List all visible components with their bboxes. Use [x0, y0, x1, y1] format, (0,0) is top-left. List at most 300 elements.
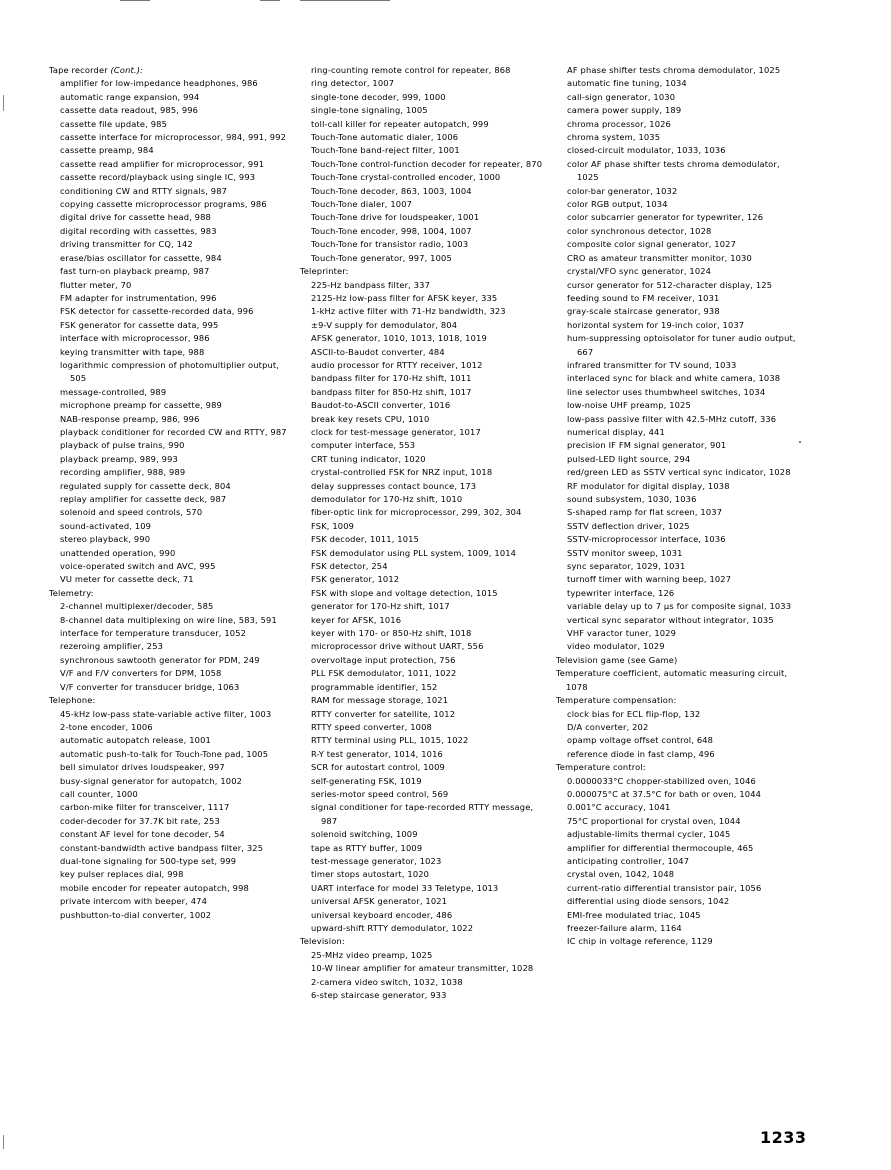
index-entry	[556, 225, 801, 238]
entry-text: overvoltage input protection, 756	[311, 654, 456, 665]
index-entry	[300, 962, 545, 975]
entry-text: 2-channel multiplexer/decoder, 585	[60, 601, 214, 612]
entry-text: self-generating FSK, 1019	[311, 775, 422, 786]
entry-text: clock for test-message generator, 1017	[311, 426, 481, 437]
index-entry	[556, 842, 801, 855]
index-entry	[300, 372, 545, 385]
entry-text: AFSK generator, 1010, 1013, 1018, 1019	[311, 333, 487, 344]
margin-mark-bottom	[3, 1135, 4, 1149]
index-entry	[49, 748, 289, 761]
index-entry	[49, 305, 289, 318]
index-entry	[49, 493, 289, 506]
entry-text: break key resets CPU, 1010	[311, 413, 430, 424]
entry-text: FSK generator, 1012	[311, 574, 400, 585]
index-entry	[300, 171, 545, 184]
index-entry	[49, 131, 289, 144]
index-entry	[300, 439, 545, 452]
entry-text: bell simulator drives loudspeaker, 997	[60, 762, 225, 773]
index-entry	[49, 279, 289, 292]
entry-text: crystal oven, 1042, 1048	[567, 869, 675, 880]
index-entry	[300, 627, 545, 640]
entry-text: digital recording with cassettes, 983	[60, 225, 217, 236]
entry-text: SSTV monitor sweep, 1031	[567, 547, 683, 558]
entry-text: automatic fine tuning, 1034	[567, 78, 687, 89]
index-entry	[49, 104, 289, 117]
index-entry	[300, 976, 545, 989]
entry-text: Temperature coefficient, automatic measuring circuit, 1078	[556, 668, 788, 692]
index-column-3	[556, 64, 801, 949]
entry-text: call-sign generator, 1030	[567, 91, 676, 102]
index-entry	[49, 775, 289, 788]
index-entry	[556, 868, 801, 881]
index-entry	[300, 587, 545, 600]
entry-text: automatic range expansion, 994	[60, 91, 200, 102]
index-entry	[556, 319, 801, 332]
index-entry	[300, 734, 545, 747]
entry-text: synchronous sawtooth generator for PDM, 249	[60, 654, 260, 665]
entry-text: 2-camera video switch, 1032, 1038	[311, 976, 463, 987]
index-entry	[556, 439, 801, 452]
index-heading	[49, 587, 289, 600]
entry-text: Touch-Tone generator, 997, 1005	[311, 252, 452, 263]
entry-text: SCR for autostart control, 1009	[311, 762, 445, 773]
index-entry	[49, 855, 289, 868]
entry-text: numerical display, 441	[567, 426, 665, 437]
entry-text: sync separator, 1029, 1031	[567, 561, 686, 572]
entry-text: cassette read amplifier for microprocessor, 991	[60, 158, 265, 169]
entry-text: Touch-Tone control-function decoder for repeater, 870	[311, 158, 543, 169]
index-entry	[300, 426, 545, 439]
entry-text: chroma processor, 1026	[567, 118, 671, 129]
entry-text: cassette file update, 985	[60, 118, 168, 129]
entry-text: interface for temperature transducer, 1052	[60, 628, 247, 639]
index-entry	[300, 600, 545, 613]
index-entry	[49, 480, 289, 493]
index-entry	[300, 480, 545, 493]
entry-text: automatic autopatch release, 1001	[60, 735, 211, 746]
entry-text: sound subsystem, 1030, 1036	[567, 494, 697, 504]
entry-text: red/green LED as SSTV vertical sync indicator, 1028	[567, 467, 791, 478]
index-entry	[300, 211, 545, 224]
entry-text: FSK detector for cassette-recorded data, 996	[60, 306, 254, 317]
entry-text: turnoff timer with warning beep, 1027	[567, 574, 732, 585]
index-entry	[556, 91, 801, 104]
index-entry	[556, 573, 801, 586]
index-entry	[300, 922, 545, 935]
index-entry	[556, 640, 801, 653]
index-entry	[49, 734, 289, 747]
entry-text: SSTV-microprocessor interface, 1036	[567, 534, 726, 545]
entry-text: FSK generator for cassette data, 995	[60, 319, 219, 330]
entry-text: video modulator, 1029	[567, 641, 665, 652]
index-entry	[300, 413, 545, 426]
index-entry	[556, 453, 801, 466]
index-entry	[556, 600, 801, 613]
index-entry	[300, 520, 545, 533]
entry-text: 0.0000033°C chopper-stabilized oven, 1046	[567, 775, 756, 786]
index-entry	[556, 292, 801, 305]
entry-text: RTTY speed converter, 1008	[311, 721, 432, 732]
entry-text: camera power supply, 189	[567, 105, 682, 116]
index-entry	[556, 748, 801, 761]
index-entry	[300, 453, 545, 466]
index-heading	[49, 694, 289, 707]
index-heading	[556, 654, 801, 667]
entry-text: RTTY converter for satellite, 1012	[311, 708, 456, 719]
index-entry	[49, 359, 289, 386]
index-entry	[300, 801, 545, 828]
entry-text: 1-kHz active filter with 71-Hz bandwidth, 323	[311, 306, 506, 317]
entry-text: ASCII-to-Baudot converter, 484	[311, 346, 445, 357]
index-entry	[49, 225, 289, 238]
entry-text: fiber-optic link for microprocessor, 299, 302, 304	[311, 507, 522, 518]
entry-text: NAB-response preamp, 986, 996	[60, 413, 200, 424]
entry-text: color AF phase shifter tests chroma demodulator, 1025	[567, 158, 780, 183]
index-entry	[300, 721, 545, 734]
entry-text: color subcarrier generator for typewriter, 126	[567, 212, 764, 223]
entry-text: cassette interface for microprocessor, 984, 991, 992	[60, 132, 287, 143]
index-entry	[300, 667, 545, 680]
entry-text: color RGB output, 1034	[567, 199, 668, 210]
index-entry	[556, 587, 801, 600]
entry-text: 0.001°C accuracy, 1041	[567, 802, 671, 813]
entry-text: Television:	[300, 936, 345, 947]
index-entry	[300, 882, 545, 895]
index-entry	[49, 252, 289, 265]
entry-text: bandpass filter for 850-Hz shift, 1017	[311, 386, 472, 397]
index-entry	[556, 721, 801, 734]
index-entry	[49, 868, 289, 881]
index-entry	[556, 734, 801, 747]
index-heading	[556, 761, 801, 774]
entry-text: Temperature compensation:	[556, 695, 677, 706]
index-entry	[49, 721, 289, 734]
index-entry	[556, 855, 801, 868]
index-entry	[300, 989, 545, 1002]
entry-text: 25-MHz video preamp, 1025	[311, 949, 433, 960]
index-entry	[556, 895, 801, 908]
index-entry	[300, 547, 545, 560]
entry-text: erase/bias oscillator for cassette, 984	[60, 252, 222, 263]
index-entry	[556, 77, 801, 90]
index-entry	[300, 158, 545, 171]
index-entry	[556, 372, 801, 385]
index-entry	[300, 708, 545, 721]
index-entry	[556, 144, 801, 157]
entry-text: playback preamp, 989, 993	[60, 453, 178, 464]
entry-text: key pulser replaces dial, 998	[60, 869, 184, 880]
entry-text: busy-signal generator for autopatch, 1002	[60, 775, 243, 786]
index-entry	[300, 144, 545, 157]
entry-text: upward-shift RTTY demodulator, 1022	[311, 923, 474, 933]
index-entry	[49, 600, 289, 613]
entry-text: hum-suppressing optoisolator for tuner audio output, 667	[567, 333, 796, 357]
entry-text: 45-kHz low-pass state-variable active filter, 1003	[60, 708, 272, 719]
entry-text: playback conditioner for recorded CW and RTTY, 987	[60, 426, 287, 437]
index-entry	[556, 466, 801, 479]
index-entry	[300, 91, 545, 104]
index-entry	[300, 909, 545, 922]
index-entry	[300, 842, 545, 855]
entry-text: pushbutton-to-dial converter, 1002	[60, 909, 212, 920]
entry-text: replay amplifier for cassette deck, 987	[60, 494, 227, 504]
entry-text: 75°C proportional for crystal oven, 1044	[567, 815, 741, 826]
index-entry	[49, 198, 289, 211]
entry-text: programmable identifier, 152	[311, 681, 438, 692]
entry-text: tape as RTTY buffer, 1009	[311, 842, 423, 853]
index-entry	[300, 506, 545, 519]
index-entry	[556, 828, 801, 841]
entry-text: generator for 170-Hz shift, 1017	[311, 601, 450, 612]
index-entry	[300, 855, 545, 868]
entry-text: demodulator for 170-Hz shift, 1010	[311, 494, 463, 504]
entry-text: digital drive for cassette head, 988	[60, 212, 211, 223]
entry-text: CRT tuning indicator, 1020	[311, 453, 426, 464]
entry-text: automatic push-to-talk for Touch-Tone pad, 1005	[60, 748, 269, 759]
entry-text: keyer with 170- or 850-Hz shift, 1018	[311, 628, 472, 639]
entry-text: regulated supply for cassette deck, 804	[60, 480, 231, 491]
index-column-1	[49, 64, 289, 922]
index-heading	[556, 694, 801, 707]
index-entry	[49, 426, 289, 439]
index-entry	[300, 64, 545, 77]
entry-text: computer interface, 553	[311, 440, 416, 451]
index-entry	[556, 627, 801, 640]
index-entry	[556, 520, 801, 533]
index-entry	[49, 842, 289, 855]
index-entry	[300, 118, 545, 131]
index-entry	[556, 426, 801, 439]
index-entry	[49, 627, 289, 640]
entry-text: copying cassette microprocessor programs, 986	[60, 199, 267, 210]
entry-text: test-message generator, 1023	[311, 855, 442, 866]
index-entry	[49, 667, 289, 680]
index-entry	[300, 775, 545, 788]
entry-text: ±9-V supply for demodulator, 804	[311, 319, 458, 330]
entry-text: FM adapter for instrumentation, 996	[60, 292, 217, 303]
index-entry	[49, 386, 289, 399]
entry-text: Touch-Tone for transistor radio, 1003	[311, 239, 469, 250]
index-entry	[49, 614, 289, 627]
index-entry	[49, 319, 289, 332]
index-entry	[300, 399, 545, 412]
entry-text: RF modulator for digital display, 1038	[567, 480, 730, 491]
entry-text: color-bar generator, 1032	[567, 185, 678, 196]
entry-text: adjustable-limits thermal cycler, 1045	[567, 829, 731, 840]
index-entry	[49, 346, 289, 359]
entry-text: vertical sync separator without integrator, 1035	[567, 614, 774, 625]
entry-text: amplifier for low-impedance headphones, 986	[60, 78, 258, 89]
index-entry	[49, 439, 289, 452]
entry-text: microprocessor drive without UART, 556	[311, 641, 484, 652]
index-entry	[556, 775, 801, 788]
entry-text: color synchronous detector, 1028	[567, 225, 712, 236]
entry-text: ring detector, 1007	[311, 78, 395, 89]
index-entry	[49, 413, 289, 426]
entry-text: anticipating controller, 1047	[567, 855, 690, 866]
entry-text: amplifier for differential thermocouple, 465	[567, 842, 754, 853]
margin-mark-top	[3, 95, 4, 111]
index-entry	[49, 171, 289, 184]
index-entry	[556, 815, 801, 828]
entry-text: feeding sound to FM receiver, 1031	[567, 292, 720, 303]
index-entry	[556, 118, 801, 131]
index-entry	[556, 198, 801, 211]
index-entry	[556, 252, 801, 265]
entry-text: cassette preamp, 984	[60, 145, 154, 156]
index-entry	[300, 131, 545, 144]
index-entry	[49, 506, 289, 519]
entry-text: Touch-Tone encoder, 998, 1004, 1007	[311, 225, 472, 236]
index-heading	[556, 667, 801, 694]
entry-text: variable delay up to 7 µs for composite signal, 1033	[567, 601, 792, 612]
entry-text: ring-counting remote control for repeater, 868	[311, 65, 511, 75]
index-entry	[300, 640, 545, 653]
index-entry	[49, 91, 289, 104]
index-entry	[300, 77, 545, 90]
entry-text: Touch-Tone band-reject filter, 1001	[311, 145, 460, 156]
entry-text: dual-tone signaling for 500-type set, 999	[60, 855, 237, 866]
entry-text: 10-W linear amplifier for amateur transmitter, 1028	[311, 963, 534, 974]
index-entry	[49, 77, 289, 90]
index-entry	[556, 399, 801, 412]
entry-text: Temperature control:	[556, 762, 646, 773]
index-entry	[300, 560, 545, 573]
entry-text: D/A converter, 202	[567, 721, 649, 732]
index-entry	[300, 359, 545, 372]
entry-text: cassette record/playback using single IC, 993	[60, 172, 256, 183]
index-entry	[49, 399, 289, 412]
entry-text: pulsed-LED light source, 294	[567, 453, 691, 464]
index-entry	[556, 265, 801, 278]
index-entry	[300, 292, 545, 305]
entry-text: line selector uses thumbwheel switches, 1034	[567, 386, 766, 397]
entry-text: Touch-Tone decoder, 863, 1003, 1004	[311, 185, 472, 196]
index-entry	[49, 654, 289, 667]
entry-text: V/F converter for transducer bridge, 1063	[60, 681, 240, 692]
index-entry	[300, 573, 545, 586]
entry-text: universal keyboard encoder, 486	[311, 909, 453, 920]
entry-text: carbon-mike filter for transceiver, 1117	[60, 802, 230, 813]
index-entry	[49, 560, 289, 573]
index-entry	[556, 935, 801, 948]
entry-text: mobile encoder for repeater autopatch, 998	[60, 882, 249, 893]
entry-text: crystal-controlled FSK for NRZ input, 1018	[311, 467, 493, 478]
index-entry	[556, 104, 801, 117]
index-entry	[49, 144, 289, 157]
entry-text: FSK demodulator using PLL system, 1009, 1014	[311, 547, 517, 558]
entry-text: recording amplifier, 988, 989	[60, 467, 186, 478]
entry-text: solenoid and speed controls, 570	[60, 507, 203, 518]
index-column-2	[300, 64, 545, 1002]
index-entry	[556, 493, 801, 506]
entry-text: constant AF level for tone decoder, 54	[60, 829, 225, 840]
entry-text: 2-tone encoder, 1006	[60, 721, 153, 732]
index-entry	[556, 386, 801, 399]
index-entry	[300, 346, 545, 359]
entry-text: sound-activated, 109	[60, 520, 152, 531]
index-entry	[300, 788, 545, 801]
entry-text: Telephone:	[49, 695, 96, 706]
entry-text: infrared transmitter for TV sound, 1033	[567, 359, 737, 370]
entry-text: keyer for AFSK, 1016	[311, 614, 402, 625]
entry-text: CRO as amateur transmitter monitor, 1030	[567, 252, 752, 263]
index-entry	[556, 533, 801, 546]
entry-text: timer stops autostart, 1020	[311, 869, 430, 880]
index-heading	[300, 935, 545, 948]
entry-text: stereo playback, 990	[60, 534, 151, 545]
entry-text: message-controlled, 989	[60, 386, 167, 397]
index-entry	[556, 158, 801, 185]
entry-text: series-motor speed control, 569	[311, 788, 449, 799]
page-number: 1233	[760, 1128, 807, 1147]
index-entry	[300, 305, 545, 318]
entry-text: clock bias for ECL flip-flop, 132	[567, 708, 701, 719]
index-entry	[556, 922, 801, 935]
index-entry	[49, 547, 289, 560]
index-entry	[556, 305, 801, 318]
entry-text: rezeroing amplifier, 253	[60, 641, 164, 652]
index-entry	[300, 828, 545, 841]
entry-text: Television game (see Game)	[556, 654, 678, 665]
index-entry	[300, 252, 545, 265]
entry-text: R-Y test generator, 1014, 1016	[311, 748, 443, 759]
entry-text: opamp voltage offset control, 648	[567, 735, 714, 746]
index-entry	[49, 708, 289, 721]
entry-text: VU meter for cassette deck, 71	[60, 574, 194, 585]
entry-text: Touch-Tone crystal-controlled encoder, 1000	[311, 172, 501, 183]
index-entry	[49, 292, 289, 305]
entry-text: S-shaped ramp for flat screen, 1037	[567, 507, 723, 518]
index-entry	[49, 828, 289, 841]
entry-text: reference diode in fast clamp, 496	[567, 748, 715, 759]
index-entry	[556, 413, 801, 426]
index-entry	[300, 493, 545, 506]
index-entry	[300, 104, 545, 117]
entry-text: FSK decoder, 1011, 1015	[311, 534, 419, 545]
entry-text: logarithmic compression of photomultiplier output, 505	[60, 359, 280, 384]
entry-text: EMI-free modulated triac, 1045	[567, 909, 701, 920]
index-entry	[300, 386, 545, 399]
index-entry	[300, 614, 545, 627]
entry-text: signal conditioner for tape-recorded RTTY message, 987	[311, 802, 534, 826]
entry-text: conditioning CW and RTTY signals, 987	[60, 185, 228, 196]
entry-continuation: (Cont.):	[110, 65, 144, 75]
index-entry	[49, 332, 289, 345]
entry-text: driving transmitter for CQ, 142	[60, 239, 193, 250]
index-entry	[49, 895, 289, 908]
index-entry	[556, 238, 801, 251]
index-entry	[49, 118, 289, 131]
entry-text: keying transmitter with tape, 988	[60, 346, 205, 357]
index-entry	[300, 681, 545, 694]
entry-text: single-tone signaling, 1005	[311, 105, 428, 116]
index-entry	[556, 560, 801, 573]
index-entry	[556, 332, 801, 359]
index-entry	[49, 788, 289, 801]
entry-text: horizontal system for 19-inch color, 1037	[567, 319, 745, 330]
entry-text: Telemetry:	[49, 587, 94, 598]
entry-text: typewriter interface, 126	[567, 587, 675, 598]
entry-text: Touch-Tone automatic dialer, 1006	[311, 132, 459, 143]
index-entry	[300, 319, 545, 332]
index-entry	[49, 238, 289, 251]
entry-text: interface with microprocessor, 986	[60, 333, 210, 344]
index-entry	[556, 547, 801, 560]
entry-text: Teleprinter:	[300, 266, 349, 277]
entry-text: fast turn-on playback preamp, 987	[60, 266, 210, 277]
entry-text: 8-channel data multiplexing on wire line, 583, 591	[60, 614, 277, 625]
